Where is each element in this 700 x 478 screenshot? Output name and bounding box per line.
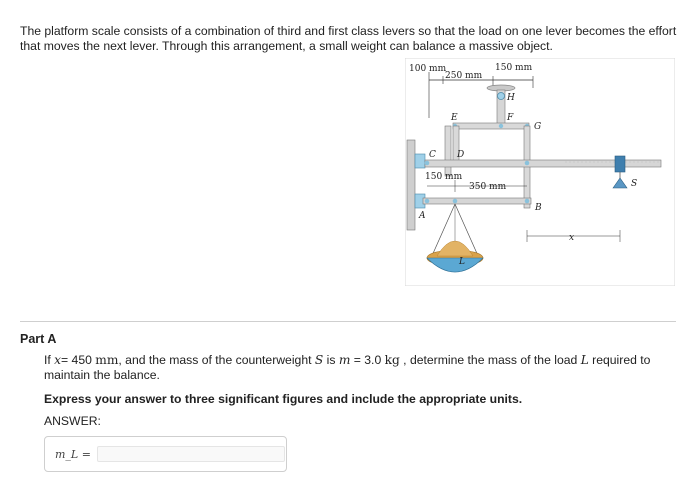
label-S: S bbox=[631, 179, 638, 189]
section-divider bbox=[20, 321, 676, 322]
dim-250: 250 mm bbox=[445, 71, 483, 81]
m-unit: kg bbox=[384, 353, 400, 367]
lever-EF bbox=[453, 123, 529, 129]
counterweight-slider bbox=[615, 156, 625, 172]
answer-variable-label: m_L = bbox=[55, 448, 91, 461]
s-variable: S bbox=[314, 353, 324, 367]
balance-beam bbox=[425, 160, 661, 167]
question-text bbox=[44, 353, 684, 383]
label-F: F bbox=[507, 113, 514, 123]
platform-scale-figure bbox=[405, 58, 675, 286]
label-x: x bbox=[569, 233, 575, 243]
question-suffix: required to maintain the balance. bbox=[44, 353, 651, 382]
x-equals: = 450 bbox=[61, 353, 96, 367]
wall bbox=[407, 140, 415, 230]
x-unit: mm bbox=[95, 353, 119, 367]
l-variable: L bbox=[580, 353, 589, 367]
answer-input[interactable] bbox=[97, 446, 285, 462]
dim-100: 100 mm bbox=[409, 64, 447, 74]
answer-label: ANSWER: bbox=[44, 414, 101, 428]
dim-350: 350 mm bbox=[469, 182, 507, 192]
label-C: C bbox=[429, 150, 436, 160]
label-H: H bbox=[507, 93, 515, 103]
label-D: D bbox=[457, 150, 465, 160]
label-B: B bbox=[535, 203, 542, 213]
label-G: G bbox=[534, 122, 542, 132]
question-mid3: , determine the mass of the load bbox=[399, 353, 581, 367]
dim-150-top: 150 mm bbox=[495, 63, 533, 73]
part-title: Part A bbox=[20, 332, 57, 346]
m-variable: m bbox=[338, 353, 351, 367]
answer-box bbox=[44, 436, 287, 472]
question-prefix: If bbox=[44, 353, 55, 367]
dim-150-left: 150 mm bbox=[425, 172, 463, 182]
question-mid1: , and the mass of the counterweight bbox=[118, 353, 315, 367]
answer-instructions: Express your answer to three significant figures and include the appropriate units. bbox=[44, 392, 523, 406]
question-mid2: is bbox=[323, 353, 339, 367]
label-E: E bbox=[451, 113, 458, 123]
m-equals: = 3.0 bbox=[350, 353, 385, 367]
lower-lever bbox=[423, 198, 531, 204]
problem-intro: The platform scale consists of a combination of third and first class levers so that the load on one lever becomes the effort that moves the next lever. Through this arrangement, a small weight can balance a massive object. bbox=[20, 24, 677, 53]
label-A: A bbox=[419, 211, 426, 221]
x-variable: x bbox=[54, 353, 62, 367]
label-L: L bbox=[459, 257, 465, 267]
